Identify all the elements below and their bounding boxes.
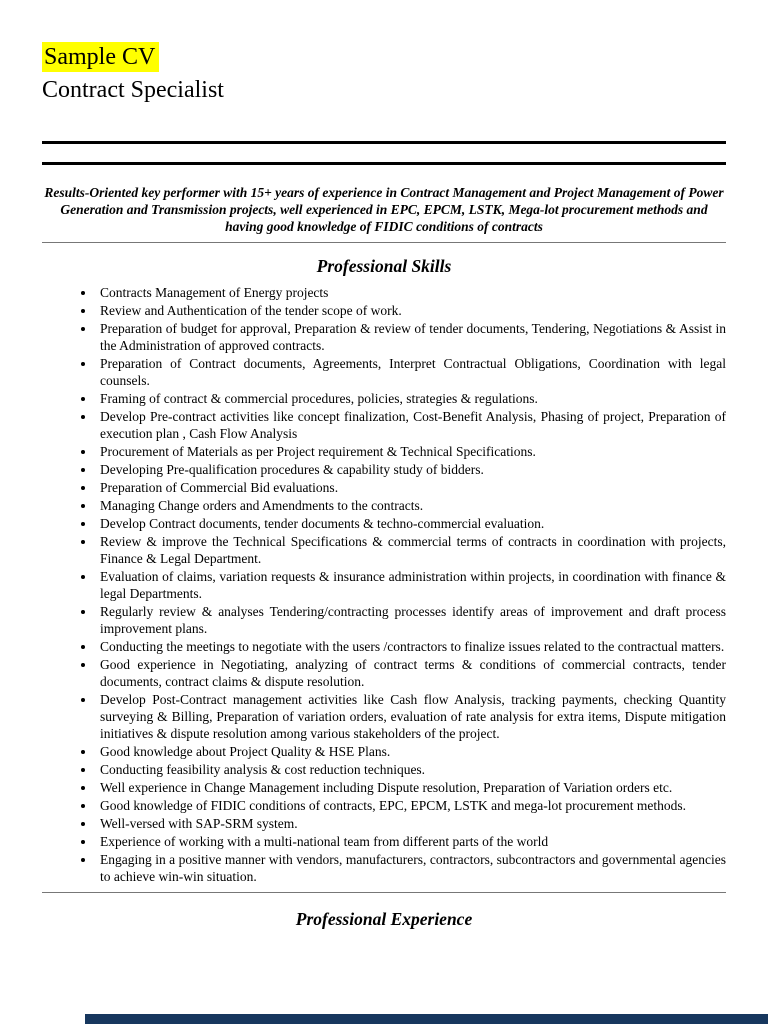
skill-item: • Good experience in Negotiating, analyzing of contract terms & conditions of commercial contracts, tender documents, contract claims & dispute resolution. (96, 656, 726, 690)
skill-item: • Experience of working with a multi-national team from different parts of the world (96, 833, 726, 850)
skill-item: • Managing Change orders and Amendments to the contracts. (96, 497, 726, 514)
skill-item: • Conducting feasibility analysis & cost reduction techniques. (96, 761, 726, 778)
skill-item: • Preparation of budget for approval, Preparation & review of tender documents, Tendering, Negotiations & Assist in the Administration of approved contracts. (96, 320, 726, 354)
experience-divider (42, 892, 726, 893)
sample-cv-label: Sample CV (42, 42, 159, 72)
skill-item: • Framing of contract & commercial procedures, policies, strategies & regulations. (96, 390, 726, 407)
skill-item: • Contracts Management of Energy projects (96, 284, 726, 301)
skill-item: • Regularly review & analyses Tendering/contracting processes identify areas of improvement and draft process improvement plans. (96, 603, 726, 637)
skill-item: • Well experience in Change Management including Dispute resolution, Preparation of Variation orders etc. (96, 779, 726, 796)
skill-item: • Conducting the meetings to negotiate with the users /contractors to finalize issues related to the contractual matters. (96, 638, 726, 655)
top-divider-1 (42, 141, 726, 144)
top-divider-2 (42, 162, 726, 165)
experience-section-heading: Professional Experience (295, 909, 473, 929)
skill-item: • Review and Authentication of the tender scope of work. (96, 302, 726, 319)
skill-item: • Preparation of Contract documents, Agreements, Interpret Contractual Obligations, Coordination with legal counsels. (96, 355, 726, 389)
skill-item: • Develop Contract documents, tender documents & techno-commercial evaluation. (96, 515, 726, 532)
summary-divider (42, 242, 726, 243)
skill-item: • Evaluation of claims, variation requests & insurance administration within projects, in coordination with finance & legal Departments. (96, 568, 726, 602)
summary-paragraph: Results-Oriented key performer with 15+ years of experience in Contract Management and Project Management of Power Generation and Transmission projects, well experienced in EPC, EPCM, LSTK, Mega-lot procurement methods and having good knowledge of FIDIC conditions of contracts (44, 185, 724, 234)
document-title: Contract Specialist (42, 77, 224, 103)
skill-item: • Good knowledge of FIDIC conditions of contracts, EPC, EPCM, LSTK and mega-lot procurement methods. (96, 797, 726, 814)
skill-item: • Engaging in a positive manner with vendors, manufacturers, contractors, subcontractors and governmental agencies to achieve win-win situation. (96, 851, 726, 885)
skills-list (42, 284, 726, 885)
skill-item: • Good knowledge about Project Quality & HSE Plans. (96, 743, 726, 760)
skill-item: • Develop Pre-contract activities like concept finalization, Cost-Benefit Analysis, Phasing of project, Preparation of execution plan , Cash Flow Analysis (96, 408, 726, 442)
skill-item: • Review & improve the Technical Specifications & commercial terms of contracts in coordination with projects, Finance & Legal Department. (96, 533, 726, 567)
skills-section-heading: Professional Skills (316, 256, 452, 276)
skill-item: • Well-versed with SAP-SRM system. (96, 815, 726, 832)
skill-item: • Developing Pre-qualification procedures & capability study of bidders. (96, 461, 726, 478)
document-header (42, 42, 726, 105)
skill-item: • Procurement of Materials as per Project requirement & Technical Specifications. (96, 443, 726, 460)
next-page-edge-bar (85, 1014, 768, 1024)
skill-item: • Develop Post-Contract management activities like Cash flow Analysis, tracking payments, checking Quantity surveying & Billing, Preparation of variation orders, evaluation of rate analysis for extra items, Dispute mitigation initiatives & dispute resolution among various stakeholders of the project. (96, 691, 726, 742)
skill-item: • Preparation of Commercial Bid evaluations. (96, 479, 726, 496)
